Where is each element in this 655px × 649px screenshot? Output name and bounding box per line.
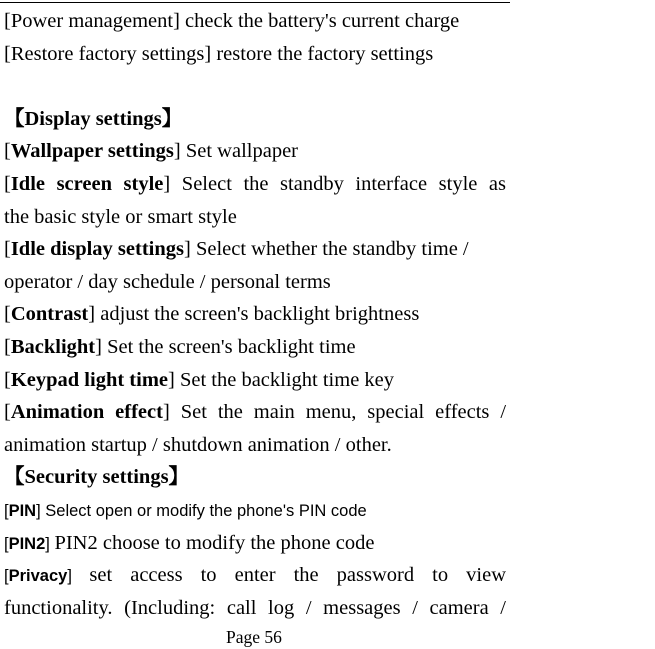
idle-screen-style-label: Idle screen style xyxy=(10,172,164,195)
top-rule xyxy=(0,2,510,3)
animation-effect-line-2: animation startup / shutdown animation / other. xyxy=(4,433,392,456)
keypad-light-time-line: [Keypad light time] Set the backlight time key xyxy=(4,368,395,391)
pin-line: [PIN] Select open or modify the phone's PIN code xyxy=(4,501,367,520)
privacy-text: set access to enter the password to view xyxy=(89,564,506,587)
idle-display-settings-label: Idle display settings xyxy=(10,238,184,261)
backlight-text: Set the screen's backlight time xyxy=(107,335,356,358)
power-management-line xyxy=(4,5,506,38)
pin-text: Select open or modify the phone's PIN code xyxy=(45,501,367,520)
pin2-line: [PIN2] PIN2 choose to modify the phone code xyxy=(4,531,375,554)
pin2-label: PIN2 xyxy=(8,534,46,553)
pin2-text: PIN2 choose to modify the phone code xyxy=(54,531,375,554)
wallpaper-settings-text: Set wallpaper xyxy=(185,140,298,163)
backlight-line: [Backlight] Set the screen's backlight time xyxy=(4,335,356,358)
animation-effect-text: Set the main menu, special effects / xyxy=(180,401,507,424)
privacy-label: Privacy xyxy=(8,567,68,586)
restore-factory-line xyxy=(4,38,506,71)
wallpaper-settings-label: Wallpaper settings xyxy=(10,140,174,163)
power-management-label: [Power management] xyxy=(4,10,180,32)
security-settings-heading: 【Security settings】 xyxy=(4,466,190,489)
animation-effect-label: Animation effect xyxy=(10,401,163,424)
keypad-light-time-label: Keypad light time xyxy=(10,368,168,391)
idle-display-settings-line: [Idle display settings] Select whether the standby time / xyxy=(4,238,469,261)
document-body xyxy=(4,5,506,624)
restore-factory-text: restore the factory settings xyxy=(211,42,434,65)
display-settings-heading: 【Display settings】 xyxy=(4,107,183,130)
idle-display-settings-line-2: operator / day schedule / personal terms xyxy=(4,270,331,293)
idle-screen-style-line-2: the basic style or smart style xyxy=(4,205,237,228)
pin-label: PIN xyxy=(8,501,37,520)
contrast-text: adjust the screen's backlight brightness xyxy=(100,303,420,326)
keypad-light-time-text: Set the backlight time key xyxy=(179,368,395,391)
contrast-label: Contrast xyxy=(10,303,89,326)
idle-screen-style-text: Select the standby interface style as xyxy=(181,172,507,195)
blank-line xyxy=(4,70,506,103)
wallpaper-settings-line: [Wallpaper settings] Set wallpaper xyxy=(4,140,298,163)
privacy-line: [Privacy] set access to enter the password to view xyxy=(4,564,506,587)
contrast-line: [Contrast] adjust the screen's backlight brightness xyxy=(4,303,420,326)
page-number: Page 56 xyxy=(226,627,282,647)
animation-effect-line: [Animation effect] Set the main menu, special effects / xyxy=(4,401,507,424)
idle-screen-style-line: [Idle screen style] Select the standby interface style as xyxy=(4,172,507,195)
restore-factory-label: [Restore factory settings] xyxy=(4,42,212,65)
privacy-line-2: functionality. (Including: call log / messages / camera / xyxy=(4,596,506,619)
idle-display-settings-text: Select whether the standby time / xyxy=(195,238,469,261)
backlight-label: Backlight xyxy=(10,335,96,358)
power-management-text: check the battery's current charge xyxy=(179,10,460,32)
